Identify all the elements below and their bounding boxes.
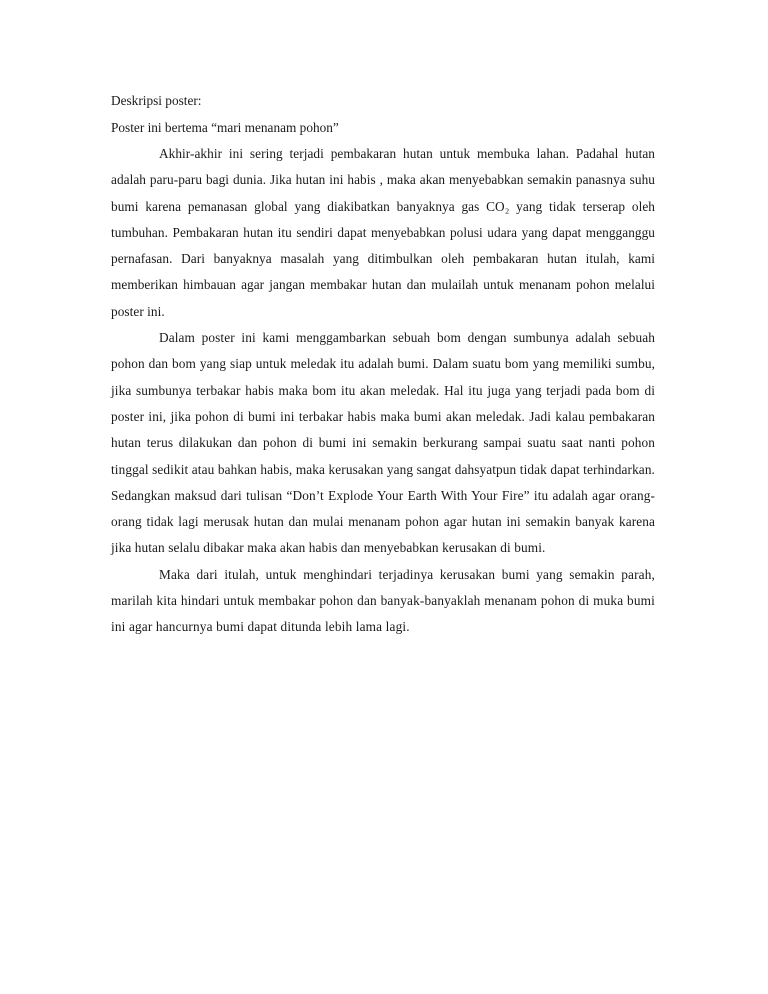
theme-line: Poster ini bertema “mari menanam pohon” (111, 119, 339, 135)
description-label: Deskripsi poster: (111, 93, 202, 108)
body-paragraph-3: Maka dari itulah, untuk menghindari terjadinya kerusakan bumi yang semakin parah, marilah kita hindari untuk membakar pohon dan banyak-banyaklah menanam pohon di muka bumi ini agar hancurnya bumi dapat ditunda lebih lama lagi. (111, 566, 655, 635)
document-page (111, 88, 655, 641)
body-paragraph-1: Akhir-akhir ini sering terjadi pembakaran hutan untuk membuka lahan. Padahal hutan adalah paru-paru bagi dunia. Jika hutan ini habis , maka akan menyebabkan semakin panasnya suhu bumi karena pemanasan global yang diakibatkan banyaknya gas CO₂ yang tidak terserap oleh tumbuhan. Pembakaran hutan itu sendiri dapat menyebabkan polusi udara yang dapat mengganggu pernafasan. Dari banyaknya masalah yang ditimbulkan oleh pembakaran hutan itulah, kami memberikan himbauan agar jangan membakar hutan dan mulailah untuk menanam pohon melalui poster ini. (111, 146, 655, 319)
body-paragraph-2: Dalam poster ini kami menggambarkan sebuah bom dengan sumbunya adalah sebuah pohon dan bom yang siap untuk meledak itu adalah bumi. Dalam suatu bom yang memiliki sumbu, jika sumbunya terbakar habis maka bom itu akan meledak. Hal itu juga yang terjadi pada bom di poster ini, jika pohon di bumi ini terbakar habis maka bumi akan meledak. Jadi kalau pembakaran hutan terus dilakukan dan pohon di bumi ini semakin berkurang sampai suatu saat nanti pohon tinggal sedikit atau bahkan habis, maka kerusakan yang sangat dahsyatpun tidak dapat terhindarkan. Sedangkan maksud dari tulisan “Don’t Explode Your Earth With Your Fire” itu adalah agar orang-orang tidak lagi merusak hutan dan mulai menanam pohon agar hutan ini semakin banyak karena jika hutan selalu dibakar maka akan habis dan menyebabkan kerusakan di bumi. (111, 330, 655, 556)
